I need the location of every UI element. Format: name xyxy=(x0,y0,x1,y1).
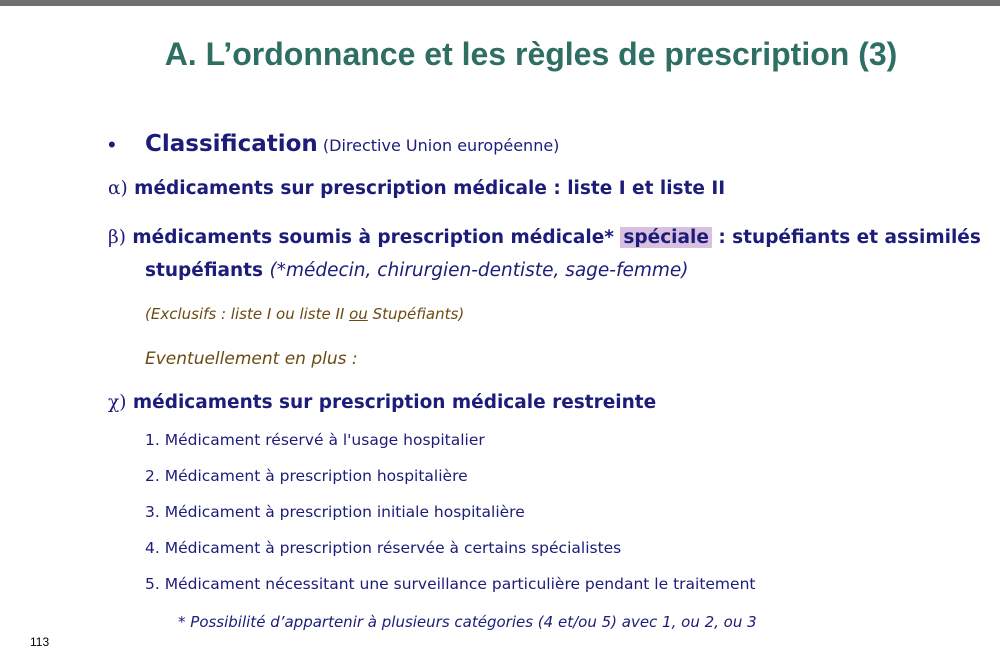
beta-line-2 xyxy=(145,260,689,281)
bullet-point: • xyxy=(108,132,116,157)
exclusive-note xyxy=(145,305,464,323)
alpha-line xyxy=(108,178,725,199)
list-item: 4. Médicament à prescription réservée à certains spécialistes xyxy=(145,539,622,557)
classification-label: Classification xyxy=(145,131,318,157)
chi-symbol: χ) xyxy=(108,392,127,413)
footnote: * Possibilité d’appartenir à plusieurs catégories (4 et/ou 5) avec 1, ou 2, ou 3 xyxy=(178,613,757,631)
top-border xyxy=(0,0,1000,6)
chi-line xyxy=(108,392,656,413)
list-item: 2. Médicament à prescription hospitalière xyxy=(145,467,468,485)
exclusive-note-after: Stupéfiants) xyxy=(367,305,465,323)
list-item: 1. Médicament réservé à l'usage hospitalier xyxy=(145,431,485,449)
slide-title: A. L’ordonnance et les règles de prescription (3) xyxy=(164,36,898,72)
classification-heading xyxy=(145,131,559,157)
beta-line2-italic: (*médecin, chirurgien-dentiste, sage-femme) xyxy=(269,260,689,281)
beta-text-after: : stupéfiants et assimilés xyxy=(718,227,981,248)
alpha-text: médicaments sur prescription médicale : liste I et liste II xyxy=(134,178,726,199)
page-number: 113 xyxy=(30,635,50,649)
beta-text: médicaments soumis à prescription médicale* xyxy=(132,227,614,248)
alpha-symbol: α) xyxy=(108,178,128,199)
classification-note: (Directive Union européenne) xyxy=(322,136,560,155)
beta-symbol: β) xyxy=(108,227,126,248)
beta-line2-bold: stupéfiants xyxy=(145,260,264,281)
exclusive-note-before: (Exclusifs : liste I ou liste II xyxy=(145,305,350,323)
highlighted-word: spéciale xyxy=(620,227,711,248)
chi-text: médicaments sur prescription médicale restreinte xyxy=(132,392,657,413)
exclusive-note-underlined: ou xyxy=(349,305,368,323)
beta-line xyxy=(108,227,981,248)
list-item: 5. Médicament nécessitant une surveillance particulière pendant le traitement xyxy=(145,575,756,593)
list-item: 3. Médicament à prescription initiale hospitalière xyxy=(145,503,525,521)
eventually-text: Eventuellement en plus : xyxy=(145,349,358,369)
